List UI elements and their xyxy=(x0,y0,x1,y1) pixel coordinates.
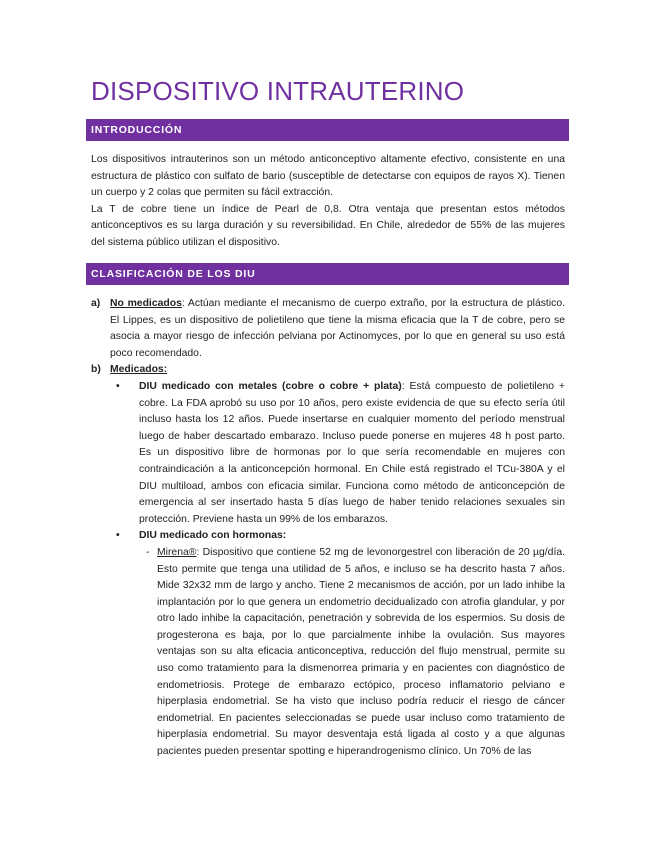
intro-paragraph-1: Los dispositivos intrauterinos son un método anticonceptivo altamente efectivo, consistente en una estructura de plástico con sulfato de bario (susceptible de detectarse con equipos de rayos X). Tienen un cuerpo y 2 colas que permiten su fácil extracción. xyxy=(91,154,565,199)
bullet-icon: • xyxy=(116,380,120,392)
section-heading-introduccion: INTRODUCCIÓN xyxy=(86,119,569,141)
intro-paragraph-2: La T de cobre tiene un índice de Pearl de 0,8. Otra ventaja que presentan estos métodos anticonceptivos es su larga duración y su reversibilidad. En Chile, alrededor de 55% de las mujeres del sistema público utilizan el dispositivo. xyxy=(91,203,565,248)
medicados-label: Medicados: xyxy=(110,364,168,376)
bullet-icon: • xyxy=(116,530,120,542)
dash-icon: - xyxy=(146,546,150,558)
list-item-medicados xyxy=(91,362,565,379)
bullet-item-hormonas xyxy=(91,528,565,545)
hormonas-label: DIU medicado con hormonas: xyxy=(139,530,287,542)
list-item-no-medicados xyxy=(91,296,565,362)
section-heading-clasificacion: CLASIFICACIÓN DE LOS DIU xyxy=(86,263,569,285)
list-marker-a: a) xyxy=(91,298,101,309)
metales-label: DIU medicado con metales (cobre o cobre + plata) xyxy=(139,380,402,392)
no-medicados-label: No medicados xyxy=(110,298,182,309)
mirena-label: Mirena® xyxy=(157,546,197,558)
dash-item-mirena xyxy=(91,545,565,761)
no-medicados-text: : Actúan mediante el mecanismo de cuerpo extraño, por la estructura de plástico. El Lippes, es un dispositivo de polietileno que tiene la misma eficacia que la T de cobre, pero se asocia a mayor riesgo de infección pelviana por Actinomyces, por lo que en general su uso está poco recomendado. xyxy=(110,298,565,359)
metales-text: : Está compuesto de polietileno + cobre. La FDA aprobó su uso por 10 años, pero existe evidencia de que su efecto sería útil incluso hasta los 12 años. Puede insertarse en cualquier momento del período menstrual luego de haber descartado embarazo. Incluso puede ponerse en mujeres 48 h post parto. Es un dispositivo libre de hormonas por lo que sería recomendable en mujeres con contraindicación a la anticoncepción hormonal. En Chile está registrado el TCu-380A y el DIU multiload, ambos con eficacia similar. Funciona como método de anticoncepción de emergencia al ser insertado hasta 5 días luego de haber tenido relaciones sexuales sin protección. Previene hasta un 99% de los embarazos. xyxy=(139,380,565,525)
document-title: DISPOSITIVO INTRAUTERINO xyxy=(91,76,465,106)
mirena-text: : Dispositivo que contiene 52 mg de levonorgestrel con liberación de 20 µg/día. Esto permite que tenga una utilidad de 5 años, e incluso se ha descrito hasta 7 años. Mide 32x32 mm de largo y ancho. Tiene 2 mecanismos de acción, por un lado inhibe la implantación por lo que genera un endometrio decidualizado con atrofia glandular, y por otro lado inhibe la capacitación, penetración y sobrevida de los espermios. Su dosis de progesterona es baja, por lo que parcialmente inhibe la ovulación. Sus mayores ventajas son su alta eficacia anticonceptiva, reducción del flujo menstrual, permite su uso como tratamiento para la dismenorrea primaria y en pacientes con diagnóstico de endometriosis. Protege de embarazo ectópico, proceso inflamatorio pelviano e hiperplasia endometrial. Se ha visto que incluso podría reducir el riesgo de cáncer endometrial. En pacientes seleccionadas se puede usar incluso como tratamiento de hiperplasia endometrial. Su mayor desventaja está ligada al costo y a que algunas pacientes pueden presentar spotting e hiperandrogenismo clínico. Un 70% de las xyxy=(157,546,565,758)
bullet-item-metales xyxy=(91,379,565,528)
intro-text xyxy=(91,152,565,252)
classification-list xyxy=(91,296,565,761)
list-marker-b: b) xyxy=(91,364,101,376)
